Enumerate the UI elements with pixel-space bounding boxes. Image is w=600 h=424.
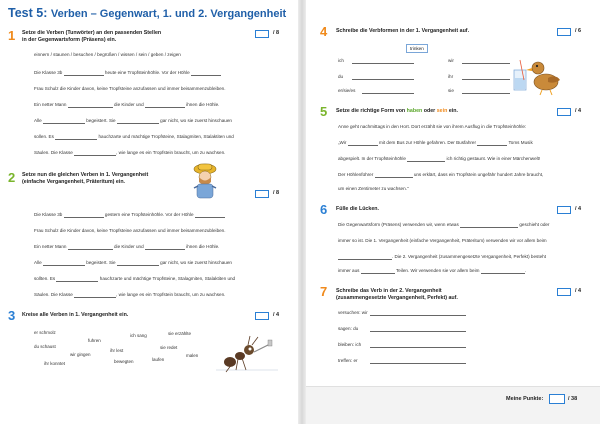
answer-blank[interactable]: [370, 343, 466, 348]
word-item[interactable]: sie erzählte: [168, 331, 192, 336]
task-4-row-3-right: sie: [448, 88, 510, 94]
task-1-number: 1: [8, 28, 16, 43]
word-item[interactable]: sie redet: [160, 345, 178, 350]
total-score-box[interactable]: [549, 394, 565, 404]
answer-blank[interactable]: [462, 89, 510, 94]
task-5-line-3: abgespielt. In der Tropfsteinhöhle ich richtig gestaunt. Wie in einer Märchenwelt!: [338, 156, 541, 161]
task-7-heading-line1: Schreibe das Verb in der 2. Vergangenheit: [336, 288, 442, 294]
answer-blank[interactable]: [191, 71, 221, 76]
task-1-line-6: Säulen. Die Klasse , wie lange es ein Tropfstein braucht, um zu wachsen.: [34, 150, 226, 155]
task-1-heading-line1: Setze die Verben (Tunwörter) an den passenden Stellen: [22, 30, 162, 36]
test-title: Verben – Gegenwart, 1. und 2. Vergangenheit: [50, 8, 287, 20]
word-item[interactable]: ihr konntet: [44, 361, 66, 366]
answer-blank[interactable]: [477, 141, 507, 146]
answer-blank[interactable]: [375, 173, 413, 178]
task-1-line-4: Alle begeistert. Sie gar nicht, wo sie zuerst hinschauen: [34, 118, 232, 123]
task-1-line-5: sollen. Es hauchzarte und mächtige Tropfsteine, Stalagmiten, Stalaktiten und: [34, 134, 234, 139]
answer-blank[interactable]: [370, 311, 466, 316]
points-footer: [306, 386, 600, 424]
answer-blank[interactable]: [43, 261, 85, 266]
answer-blank[interactable]: [348, 141, 378, 146]
task-7-row-4: treffen: er: [338, 358, 466, 364]
task-2-line-6: Säulen. Die Klasse , wie lange es ein Tropfstein braucht, um zu wachsen.: [34, 292, 226, 297]
task-7-heading-line2: (zusammengesetzte Vergangenheit, Perfekt) auf.: [336, 295, 458, 301]
word-item[interactable]: bewegten: [114, 359, 134, 364]
answer-blank[interactable]: [64, 71, 104, 76]
task-2-heading: [22, 172, 148, 186]
task-4-row-2: du: [338, 74, 414, 80]
task-7-heading: [336, 288, 458, 302]
answer-blank[interactable]: [56, 277, 98, 282]
word-item[interactable]: fuhren: [88, 338, 101, 343]
task-2-max-points: / 8: [273, 190, 280, 196]
task-3-max-points: / 4: [273, 312, 280, 318]
answer-blank[interactable]: [74, 293, 116, 298]
task-1-heading-line2: in der Gegenwartsform (Präsens) ein.: [22, 37, 117, 43]
task-5-max-points: / 4: [575, 108, 582, 114]
task-2-score-box[interactable]: [255, 190, 269, 198]
task-7-row-2: sagen: du: [338, 326, 466, 332]
word-item[interactable]: du schaust: [34, 344, 56, 349]
answer-blank[interactable]: [43, 119, 85, 124]
task-6-line-2: immer so ist. Die 1. Vergangenheit (einfache Vergangenheit, Präteritum) verwenden wir vor allem beim: [338, 238, 547, 243]
task-2-line-5: sollten. Es hauchzarte und mächtige Tropfsteine, Stalagmiten, Stalaktiten und: [34, 276, 236, 281]
task-4-row-1-right: wir: [448, 58, 510, 64]
word-haben: haben: [406, 108, 423, 114]
page-title: [8, 6, 286, 20]
task-4-row-1: ich: [338, 58, 414, 64]
cave-explorer-illustration: [186, 160, 224, 200]
answer-blank[interactable]: [362, 89, 414, 94]
task-3-heading: Kreise alle Verben in 1. Vergangenheit ein.: [22, 312, 129, 318]
task-7-row-1: versuchen: wir: [338, 310, 466, 316]
word-item[interactable]: wir gingen: [70, 352, 91, 357]
task-6-line-3: . Die 2. Vergangenheit (zusammengesetzte Vergangenheit, Perfekt) besteht: [338, 254, 546, 260]
task-2-line-4: Alle begeistert. Sie gar nicht, wo sie zuerst hinschauen: [34, 260, 232, 265]
task-5-line-2: „Wir mit dem Bus zur Höhle gefahren. Der Busfahrer Toms Musik: [338, 140, 533, 145]
task-1-line-1: Die Klasse 3b heute eine Tropfsteinhöhle. Vor der Höhle: [34, 70, 221, 76]
task-1-line-2: Frau Schulz die Kinder davon, keine Tropfsteine anzufassen und immer beisammenzubleiben.: [34, 86, 226, 91]
answer-blank[interactable]: [352, 59, 414, 64]
answer-blank[interactable]: [195, 213, 225, 218]
task-1-score-box[interactable]: [255, 30, 269, 38]
task-6-score-box[interactable]: [557, 206, 571, 214]
answer-blank[interactable]: [407, 157, 445, 162]
task-1-line-3: Ein netter Mann die Kinder und ihnen die Höhle.: [34, 102, 220, 107]
task-7-number: 7: [320, 284, 328, 299]
task-6-line-4: immer aus Teilen. Wir verwenden sie vor allem beim .: [338, 268, 526, 273]
word-sein: sein: [436, 108, 448, 114]
page-divider: [298, 0, 306, 424]
answer-blank[interactable]: [338, 255, 392, 260]
task-6-line-1: Die Gegenwartsform (Präsens) verwenden wir, wenn etwas geschieht oder: [338, 222, 550, 227]
word-item[interactable]: ich sang: [130, 333, 147, 338]
task-6-max-points: / 4: [575, 206, 582, 212]
answer-blank[interactable]: [145, 103, 185, 108]
answer-blank[interactable]: [117, 261, 159, 266]
task-5-line-5: um einen Zentimeter zu wachsen.": [338, 186, 409, 191]
answer-blank[interactable]: [462, 59, 510, 64]
duck-drinking-illustration: [512, 54, 564, 96]
word-item[interactable]: er schmolz: [34, 330, 56, 335]
word-item[interactable]: laufen: [152, 357, 165, 362]
task-4-max-points: / 6: [575, 28, 582, 34]
task-3-number: 3: [8, 308, 16, 323]
task-2-line-2: Frau Schulz die Kinder davon, keine Tropfsteine anzufassen und immer beisammenzubleiben.: [34, 228, 226, 233]
answer-blank[interactable]: [64, 213, 104, 218]
answer-blank[interactable]: [361, 269, 395, 274]
my-points-label: Meine Punkte:: [506, 396, 544, 402]
task-7-score-box[interactable]: [557, 288, 571, 296]
total-max-points: / 38: [568, 396, 578, 402]
task-5-number: 5: [320, 104, 328, 119]
answer-blank[interactable]: [68, 103, 113, 108]
task-1-max-points: / 8: [273, 30, 280, 36]
task-1-heading: [22, 30, 161, 44]
task-5-line-1: Anne geht nachmittags in den Hort. Dort erzählt sie von ihrem Ausflug in die Tropfsteinhöhle:: [338, 124, 527, 129]
task-2-line-1: Die Klasse 3b gestern eine Tropfsteinhöhle. Vor der Höhle: [34, 212, 225, 218]
word-item[interactable]: malen: [186, 353, 199, 358]
task-5-heading: Setze die richtige Form von haben oder sein ein.: [336, 108, 458, 114]
task-2-heading-line1: Setze nun die gleichen Verben in 1. Vergangenheit: [22, 172, 149, 178]
word-item[interactable]: ihr lest: [110, 348, 124, 353]
task-3-score-box[interactable]: [255, 312, 269, 320]
task-7-max-points: / 4: [575, 288, 582, 294]
answer-blank[interactable]: [462, 75, 510, 80]
task-2-number: 2: [8, 170, 16, 185]
task-4-number: 4: [320, 24, 328, 39]
answer-blank[interactable]: [74, 151, 116, 156]
answer-blank[interactable]: [117, 119, 159, 124]
task-4-row-2-right: ihr: [448, 74, 510, 80]
ant-illustration: [212, 334, 282, 378]
task-6-number: 6: [320, 202, 328, 217]
task-4-heading: Schreibe die Verbformen in der 1. Vergangenheit auf.: [336, 28, 470, 34]
answer-blank[interactable]: [352, 75, 414, 80]
answer-blank[interactable]: [481, 269, 525, 274]
answer-blank[interactable]: [370, 327, 466, 332]
answer-blank[interactable]: [370, 359, 466, 364]
task-6-heading: Fülle die Lücken.: [336, 206, 379, 212]
task-2-line-3: Ein netter Mann die Kinder und ihnen die Höhle.: [34, 244, 220, 249]
task-4-row-3: er/sie/es: [338, 88, 414, 94]
task-4-verb-box: trinken: [406, 44, 428, 53]
test-label: Test 5:: [8, 6, 48, 20]
task-1-verb-list: einnern / staunen / besuchen / begrüßen / wissen / sein / geben / zeigen: [34, 52, 181, 57]
task-5-score-box[interactable]: [557, 108, 571, 116]
answer-blank[interactable]: [460, 223, 518, 228]
task-7-row-3: bleiben: ich: [338, 342, 466, 348]
task-2-heading-line2: (einfache Vergangenheit, Präteritum) ein.: [22, 179, 126, 185]
task-4-score-box[interactable]: [557, 28, 571, 36]
answer-blank[interactable]: [55, 135, 97, 140]
answer-blank[interactable]: [145, 245, 185, 250]
answer-blank[interactable]: [68, 245, 113, 250]
task-5-line-4: Der Höhlenführer uns erklärt, dass ein Tropfstein ungefähr hundert Jahre braucht,: [338, 172, 544, 177]
